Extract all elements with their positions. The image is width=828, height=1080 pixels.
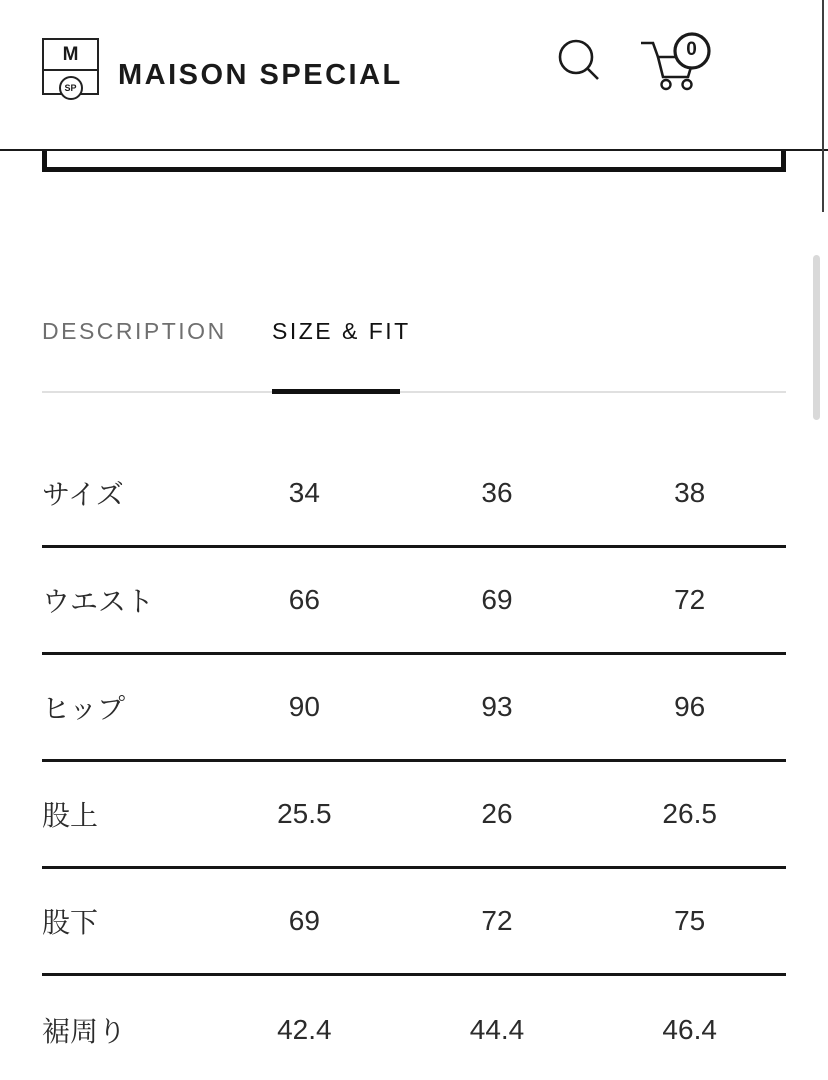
product-detail-section (42, 308, 786, 1080)
detail-tabs (42, 318, 786, 354)
search-icon (553, 73, 603, 88)
tab-description[interactable]: DESCRIPTION (42, 318, 227, 344)
size-fit-table (42, 441, 786, 1080)
size-table-row (42, 441, 786, 548)
size-row-label: ヒップ (42, 693, 126, 724)
logo-sp-circle: SP (59, 76, 83, 100)
cart-icon (634, 80, 714, 95)
size-cell: 34 (288, 477, 320, 508)
brand-name[interactable]: MAISON SPECIAL (118, 59, 403, 91)
size-table-row (42, 548, 786, 655)
size-cell: 72 (481, 905, 513, 936)
search-button[interactable] (552, 32, 604, 88)
menu-button[interactable] (736, 52, 786, 78)
size-row-label: 股上 (42, 800, 99, 831)
size-cell: 38 (674, 477, 706, 508)
size-cell: 90 (288, 691, 320, 722)
size-cell: 72 (674, 584, 706, 615)
site-header (0, 0, 828, 151)
logo-m-letter: M (62, 44, 79, 65)
size-cell: 96 (674, 691, 706, 722)
right-edge-line (822, 0, 824, 212)
size-cell: 26 (481, 798, 513, 829)
logo-divider (44, 69, 97, 71)
size-row-label: ウエスト (42, 586, 155, 617)
size-cell: 75 (674, 905, 706, 936)
size-cell: 25.5 (277, 798, 332, 829)
cart-count-badge: 0 (686, 39, 697, 60)
size-cell: 44.4 (469, 1013, 525, 1045)
tab-size-fit[interactable]: SIZE & FIT (272, 318, 411, 344)
brand-logo[interactable] (42, 38, 99, 95)
size-cell: 36 (481, 477, 513, 508)
size-cell: 26.5 (662, 798, 717, 829)
size-cell: 46.4 (662, 1013, 717, 1045)
size-row-label: 股下 (42, 907, 99, 938)
size-row-label: サイズ (42, 479, 124, 510)
size-table-row (42, 869, 786, 976)
active-tab-underline (272, 389, 400, 394)
size-table-row (42, 762, 786, 869)
size-cell: 69 (481, 584, 513, 615)
size-cell: 69 (288, 905, 320, 936)
tab-rule (42, 391, 786, 393)
size-cell: 93 (481, 691, 513, 722)
cart-button[interactable] (634, 28, 714, 92)
size-row-label: 裾周り (42, 1015, 127, 1047)
scrollbar-thumb[interactable] (813, 255, 820, 420)
size-cell: 66 (288, 584, 320, 615)
size-table-row (42, 976, 786, 1080)
size-table-row (42, 655, 786, 762)
size-cell: 42.4 (277, 1013, 332, 1045)
